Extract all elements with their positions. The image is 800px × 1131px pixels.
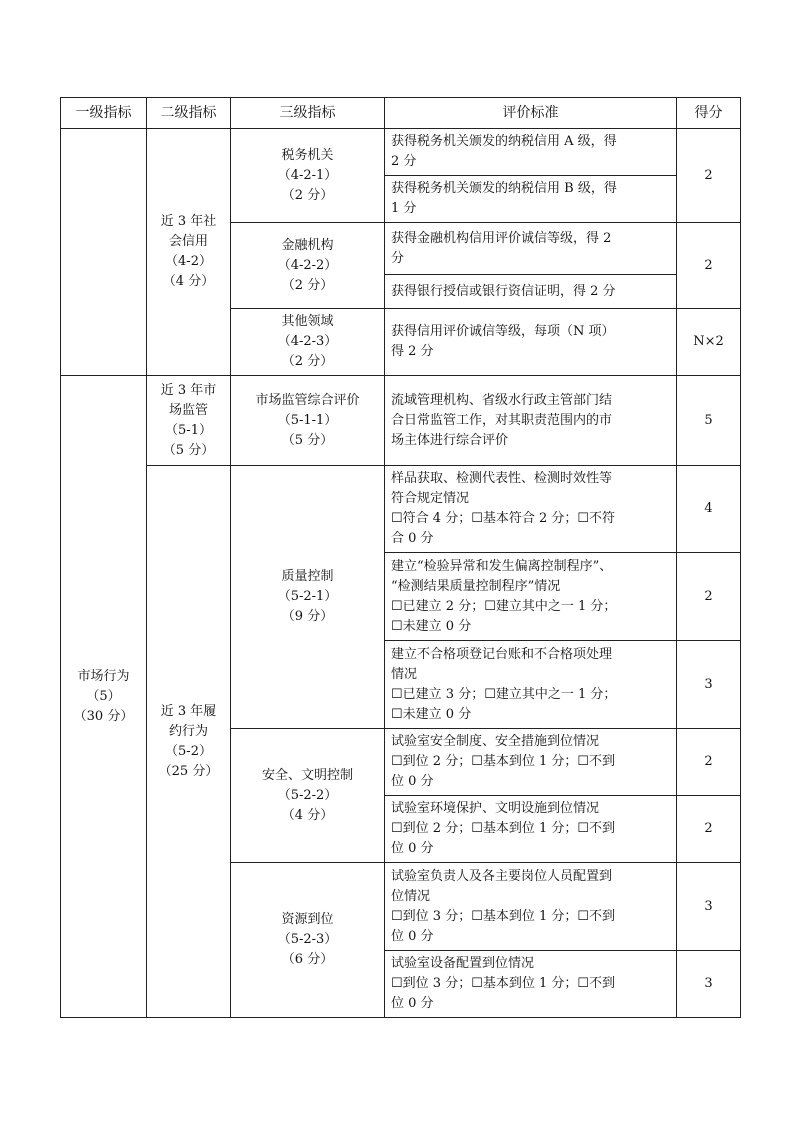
- score-cell: 3: [677, 951, 741, 1018]
- criteria-cell: 流域管理机构、省级水行政主管部门结 合日常监管工作，对其职责范围内的市 场主体进行综合评价: [385, 376, 677, 466]
- evaluation-table: [60, 97, 741, 1018]
- criteria-cell: 试验室设备配置到位情况 ☐到位 3 分；☐基本到位 1 分；☐不到 位 0 分: [385, 951, 677, 1018]
- score-cell: 4: [677, 466, 741, 553]
- criteria-cell: 获得金融机构信用评价诚信等级，得 2 分: [385, 223, 677, 275]
- table-row: [61, 129, 741, 176]
- criteria-cell: 获得税务机关颁发的纳税信用 B 级，得 1 分: [385, 176, 677, 223]
- level2-cell: 近 3 年市 场监管 （5-1） （5 分）: [147, 376, 231, 466]
- level3-cell: 税务机关 （4-2-1） （2 分）: [231, 129, 385, 223]
- score-cell: 2: [677, 729, 741, 796]
- level3-cell: 质量控制 （5-2-1） （9 分）: [231, 466, 385, 729]
- header-level2: 二级指标: [147, 98, 231, 129]
- level2-cell: 近 3 年社 会信用 （4-2） （4 分）: [147, 129, 231, 376]
- table-row: [61, 376, 741, 466]
- level3-cell: 金融机构 （4-2-2） （2 分）: [231, 223, 385, 309]
- criteria-cell: 获得税务机关颁发的纳税信用 A 级，得 2 分: [385, 129, 677, 176]
- header-level1: 一级指标: [61, 98, 147, 129]
- criteria-cell: 建立“检验异常和发生偏离控制程序”、 “检测结果质量控制程序”情况 ☐已建立 2 分；☐建立其中之一 1 分； ☐未建立 0 分: [385, 553, 677, 641]
- score-cell: 3: [677, 863, 741, 951]
- level1-cell: 市场行为 （5） （30 分）: [61, 376, 147, 1018]
- criteria-cell: 试验室负责人及各主要岗位人员配置到 位情况 ☐到位 3 分；☐基本到位 1 分；☐不到 位 0 分: [385, 863, 677, 951]
- level3-cell: 市场监管综合评价 （5-1-1） （5 分）: [231, 376, 385, 466]
- level3-cell: 资源到位 （5-2-3） （6 分）: [231, 863, 385, 1018]
- criteria-cell: 获得银行授信或银行资信证明，得 2 分: [385, 275, 677, 309]
- level2-cell: 近 3 年履 约行为 （5-2） （25 分）: [147, 466, 231, 1018]
- criteria-cell: 试验室环境保护、文明设施到位情况 ☐到位 2 分；☐基本到位 1 分；☐不到 位 0 分: [385, 796, 677, 863]
- header-score: 得分: [677, 98, 741, 129]
- header-criteria: 评价标准: [385, 98, 677, 129]
- criteria-cell: 建立不合格项登记台账和不合格项处理 情况 ☐已建立 3 分；☐建立其中之一 1 分； ☐未建立 0 分: [385, 641, 677, 729]
- table-row: [61, 466, 741, 553]
- score-cell: 3: [677, 641, 741, 729]
- score-cell: 2: [677, 223, 741, 309]
- score-cell: 2: [677, 796, 741, 863]
- header-level3: 三级指标: [231, 98, 385, 129]
- score-cell: N×2: [677, 309, 741, 376]
- level3-cell: 安全、文明控制 （5-2-2） （4 分）: [231, 729, 385, 863]
- criteria-cell: 试验室安全制度、安全措施到位情况 ☐到位 2 分；☐基本到位 1 分；☐不到 位 0 分: [385, 729, 677, 796]
- level1-cell-empty: [61, 129, 147, 376]
- criteria-cell: 样品获取、检测代表性、检测时效性等 符合规定情况 ☐符合 4 分；☐基本符合 2 分；☐不符 合 0 分: [385, 466, 677, 553]
- score-cell: 5: [677, 376, 741, 466]
- header-row: [61, 98, 741, 129]
- score-cell: 2: [677, 129, 741, 223]
- criteria-cell: 获得信用评价诚信等级，每项（N 项） 得 2 分: [385, 309, 677, 376]
- score-cell: 2: [677, 553, 741, 641]
- level3-cell: 其他领域 （4-2-3） （2 分）: [231, 309, 385, 376]
